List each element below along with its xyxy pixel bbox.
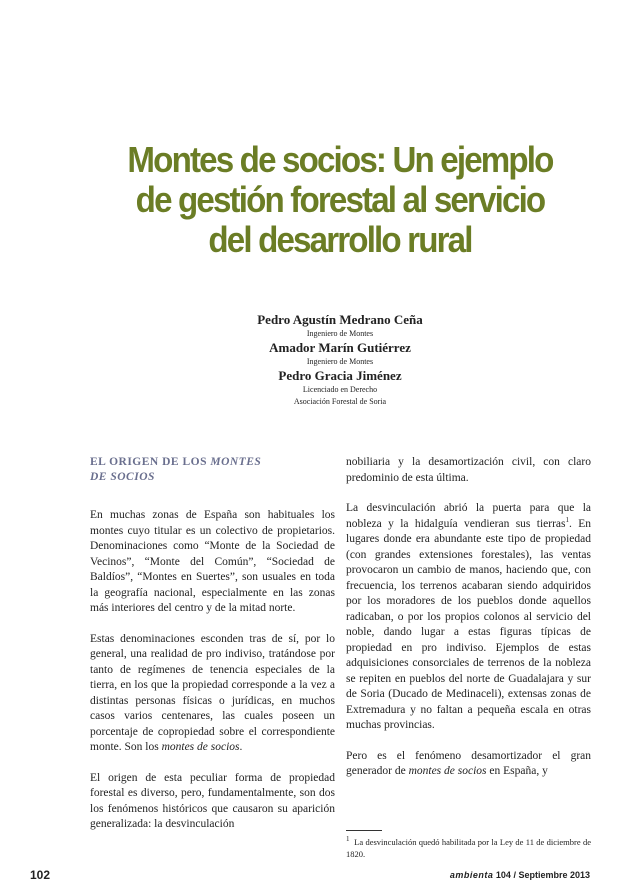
right-column <box>346 455 591 795</box>
author-name-3: Pedro Gracia Jiménez <box>278 368 402 383</box>
author-name-2: Amador Marín Gutiérrez <box>269 340 411 355</box>
article-title <box>119 140 561 260</box>
magazine-footer <box>450 870 590 880</box>
right-paragraph-3: Pero es el fenómeno desamortizador el gran generador de montes de socios en España, y <box>346 749 591 777</box>
right-paragraph-1: nobiliaria y la desamortización civil, con claro predominio de esta última. <box>346 456 591 484</box>
magazine-name: ambienta <box>449 870 494 880</box>
footnote-ref: 1 <box>565 515 569 524</box>
issue-number: 104 <box>495 870 511 880</box>
author-role-3b: Asociación Forestal de Soria <box>293 397 387 406</box>
footnote-divider <box>346 830 382 831</box>
page-number: 102 <box>30 868 51 882</box>
title-line-1: Montes de socios: Un ejemplo <box>127 139 553 180</box>
author-role-3a: Licenciado en Derecho <box>302 385 378 394</box>
title-line-3: del desarrollo rural <box>208 219 472 260</box>
left-paragraph-3: El origen de esta peculiar forma de propiedad forestal es diverso, pero, fundamentalmente, son dos los fenómenos históricos que causaron su aparición generalizada: la desvinculación <box>90 771 335 830</box>
author-block <box>200 312 480 408</box>
left-paragraph-1: En muchas zonas de España son habituales los montes cuyo titular es un colectivo de propietarios. Denominaciones como “Monte de la Sociedad de Vecinos”, “Monte del Común”, “Sociedad de Baldíos”, “Montes en Suertes”, son usuales en toda la geografía nacional, especialmente en las zonas más interiores del centro y de la mitad norte. <box>90 509 335 614</box>
author-role-2: Ingeniero de Montes <box>306 357 374 366</box>
left-paragraph-2: Estas denominaciones esconden tras de sí, por lo general, una realidad de pro indiviso, tratándose por tanto de regímenes de tenencia especiales de la tierra, en los que la propiedad corresponde a la vez a distintas personas físicas o jurídicas, en muchos casos varios centenares, las cuales poseen un porcentaje de copropiedad sobre el correspondiente monte. Son los montes de socios. <box>90 632 335 753</box>
right-paragraph-2: La desvinculación abrió la puerta para que la nobleza y la hidalguía vendieran sus tierras$^1$. En lugares donde era abundante este tipo de propiedad (con grandes extensiones forestales), las ventas provocaron un cambio de manos, haciendo que, con frecuencia, los terrenos acabaran siendo adquiridos por los moradores de los pueblos donde aquellos radicaban, o por los propios colonos al servicio del noble, dando lugar a estas figuras típicas de propiedad en pro indiviso. Ejemplos de estas adquisiciones consorciales de terrenos de la nobleza se repiten en pueblos del norte de Guadalajara y sur de Soria (Ducado de Medinaceli), extensas zonas de Extremadura y no faltan a pequeña escala en otras muchas provincias. <box>346 502 592 731</box>
author-name-1: Pedro Agustín Medrano Ceña <box>257 312 423 327</box>
author-role-1: Ingeniero de Montes <box>306 329 374 338</box>
issue-date: / Septiembre 2013 <box>513 870 590 880</box>
footnote: $^1$ La desvinculación quedó habilitada por la Ley de 11 de diciembre de 1820. <box>346 835 591 859</box>
left-column <box>90 455 335 848</box>
title-line-2: de gestión forestal al servicio <box>135 179 545 220</box>
section-heading: EL ORIGEN DE LOS MONTES DE SOCIOS <box>90 456 262 483</box>
